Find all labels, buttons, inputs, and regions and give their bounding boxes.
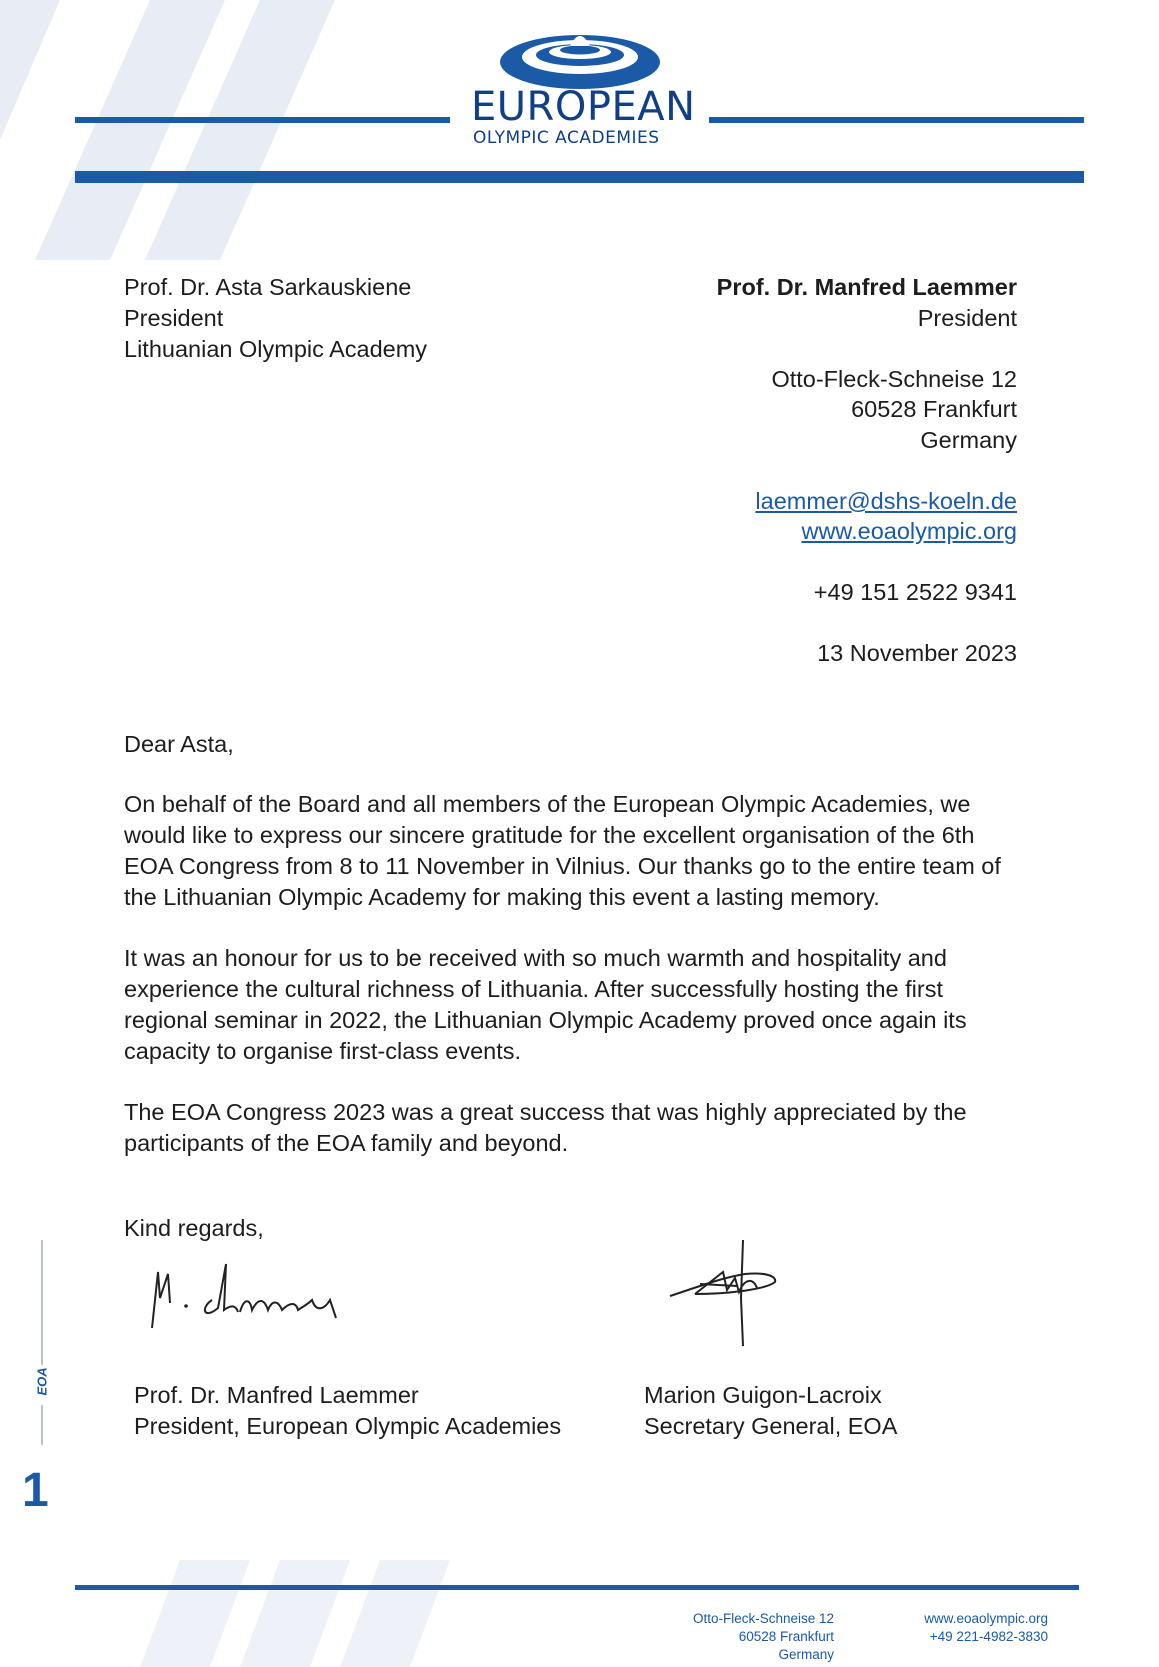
- sender-title: President: [917, 305, 1017, 331]
- sender-country: Germany: [920, 427, 1017, 453]
- top-stripes-decoration: [0, 0, 360, 260]
- footer-country: Germany: [778, 1647, 834, 1662]
- signatory-1-role: President, European Olympic Academies: [134, 1413, 562, 1439]
- signature-laemmer: [140, 1258, 370, 1338]
- recipient-title: President: [124, 305, 224, 331]
- salutation: Dear Asta,: [124, 731, 234, 757]
- bottom-stripes-decoration: [100, 1560, 480, 1667]
- footer-website[interactable]: www.eoaolympic.org: [924, 1611, 1048, 1626]
- signatory-2-role: Secretary General, EOA: [644, 1413, 898, 1439]
- footer-phone: +49 221-4982-3830: [929, 1629, 1048, 1644]
- signatory-1-name: Prof. Dr. Manfred Laemmer: [134, 1382, 419, 1408]
- footer-street: Otto-Fleck-Schneise 12: [692, 1611, 834, 1626]
- sender-street: Otto-Fleck-Schneise 12: [771, 366, 1017, 392]
- sidebar-label: EOA: [34, 1367, 50, 1396]
- sender-website-link[interactable]: www.eoaolympic.org: [801, 518, 1017, 544]
- footer-contact: [924, 1610, 1048, 1646]
- header-thick-bar: [75, 171, 1084, 183]
- logo-line-2: OLYMPIC ACADEMIES: [473, 128, 660, 148]
- letter-date: 13 November 2023: [817, 640, 1017, 666]
- sender-city: 60528 Frankfurt: [851, 396, 1017, 422]
- sidebar-line-top: [41, 1240, 43, 1365]
- header-line-left: [75, 117, 450, 123]
- body-paragraph-3: The EOA Congress 2023 was a great success that was highly appreciated by the participants of the EOA family and beyond.: [124, 1099, 967, 1156]
- sender-email-link[interactable]: laemmer@dshs-koeln.de: [755, 488, 1017, 514]
- footer-line: [75, 1585, 1079, 1590]
- signatory-2-name: Marion Guigon-Lacroix: [644, 1382, 882, 1408]
- body-paragraph-2: It was an honour for us to be received with so much warmth and hospitality and experience the cultural richness of Lithuania. After successfully hosting the first regional seminar in 2022, the Lithuanian Olympic Academy proved once again its capacity to organise first-class events.: [124, 945, 967, 1064]
- sidebar-line-bottom: [41, 1405, 43, 1445]
- recipient-organisation: Lithuanian Olympic Academy: [124, 336, 428, 362]
- recipient-name: Prof. Dr. Asta Sarkauskiene: [124, 274, 412, 300]
- closing: Kind regards,: [124, 1215, 264, 1241]
- footer-address: [693, 1610, 834, 1664]
- footer-city: 60528 Frankfurt: [738, 1629, 834, 1644]
- logo-line-1: EUROPEAN: [471, 84, 696, 130]
- body-paragraph-1: On behalf of the Board and all members of the European Olympic Academies, we would like to express our sincere gratitude for the excellent organisation of the 6th EOA Congress from 8 to 11 November in Vilnius. Our thanks go to the entire team of the Lithuanian Olympic Academy for making this event a lasting memory.: [124, 791, 1001, 910]
- page-number: 1: [22, 1464, 49, 1517]
- header-line-right: [709, 117, 1084, 123]
- signature-guigon-lacroix: [665, 1238, 800, 1353]
- sender-name: Prof. Dr. Manfred Laemmer: [716, 274, 1017, 300]
- sender-phone: +49 151 2522 9341: [813, 579, 1017, 605]
- eoa-emblem-icon: [498, 24, 662, 90]
- letter-body: [124, 789, 1024, 1159]
